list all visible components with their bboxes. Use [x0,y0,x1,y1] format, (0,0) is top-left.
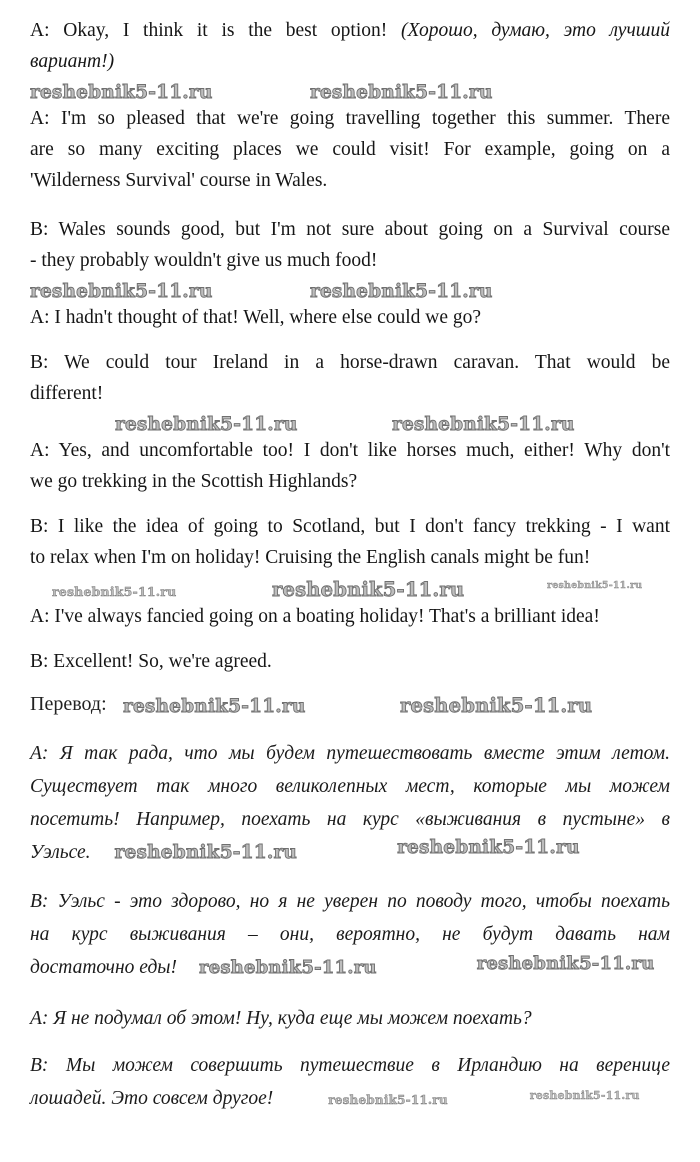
text-line: are so many exciting places we could visit! For example, going on a [30,139,670,160]
text-line-italic: (Хорошо, думаю, это лучший [400,20,670,41]
text-line: B: I like the idea of going to Scotland, but I don't fancy trekking - I want [30,516,670,537]
watermark-row [30,573,670,601]
watermark: reshebnik5-11.ru [529,1089,640,1102]
text-line: A: I'm so pleased that we're going travelling together this summer. There [30,108,670,129]
watermark: reshebnik5-11.ru [547,580,643,591]
text-line: different! [30,383,104,404]
watermark: reshebnik5-11.ru [310,281,493,302]
text-line: A: I hadn't thought of that! Well, where else could we go? [30,307,482,328]
dialogue-paragraph-b2 [30,347,670,409]
translation-paragraph-b1 [30,885,670,984]
watermark: reshebnik5-11.ru [115,414,298,435]
text-line: В: Уэльс - это здорово, но я не уверен по поводу того, чтобы поехать [30,891,670,912]
watermark: reshebnik5-11.ru [400,694,593,717]
text-line-plain: A: Okay, I think it is the best option! [30,20,401,41]
watermark: reshebnik5-11.ru [397,837,580,858]
text-line [30,15,670,46]
text-line: we go trekking in the Scottish Highlands? [30,471,358,492]
text-line: A: Yes, and uncomfortable too! I don't like horses much, either! Why don't [30,440,670,461]
watermark: reshebnik5-11.ru [52,584,177,599]
russian-translation-section [30,737,670,1117]
text-line: B: We could tour Ireland in a horse-drawn caravan. That would be [30,352,670,373]
text-line [30,1082,670,1117]
translation-paragraph-b2 [30,1049,670,1117]
text-line-text: лошадей. Это совсем другое! [30,1088,274,1109]
text-line: to relax when I'm on holiday! Cruising the English canals might be fun! [30,547,591,568]
text-line: В: Мы можем совершить путешествие в Ирландию на веренице [30,1055,670,1076]
watermark: reshebnik5-11.ru [392,414,575,435]
dialogue-paragraph-b1 [30,214,670,276]
text-line [30,836,670,869]
text-line-text: Уэльсе. [30,842,91,863]
text-line: B: Wales sounds good, but I'm not sure about going on a Survival course [30,219,670,240]
watermark: reshebnik5-11.ru [328,1093,448,1107]
translation-heading-row [30,689,670,719]
text-line: А: Я так рада, что мы будем путешествовать вместе этим летом. [30,743,670,764]
dialogue-paragraph-a3 [30,302,670,333]
dialogue-paragraph-a4 [30,435,670,497]
text-line: посетить! Например, поехать на курс «выживания в пустыне» в [30,809,670,830]
watermark: reshebnik5-11.ru [30,82,213,103]
dialogue-paragraph-b3 [30,511,670,573]
watermark-row [30,77,670,103]
watermark: reshebnik5-11.ru [114,842,298,863]
watermark: reshebnik5-11.ru [123,696,306,717]
text-line: - they probably wouldn't give us much food! [30,250,378,271]
translation-paragraph-a1 [30,737,670,869]
watermark: reshebnik5-11.ru [30,281,213,302]
watermark-row [30,276,670,302]
watermark: reshebnik5-11.ru [310,82,493,103]
dialogue-paragraph-b4 [30,646,670,677]
dialogue-paragraph-a2 [30,103,670,196]
text-line: на курс выживания – они, вероятно, не будут давать нам [30,924,670,945]
watermark: reshebnik5-11.ru [272,578,465,601]
text-line: А: Я не подумал об этом! Ну, куда еще мы можем поехать? [30,1008,532,1029]
text-line-text: достаточно еды! [30,957,178,978]
text-line [30,951,670,984]
text-line: 'Wilderness Survival' course in Wales. [30,170,328,191]
watermark: reshebnik5-11.ru [199,957,377,978]
text-line: B: Excellent! So, we're agreed. [30,651,272,672]
translation-paragraph-a2 [30,1002,670,1035]
dialogue-paragraph-a5 [30,601,670,632]
text-line: A: I've always fancied going on a boating holiday! That's a brilliant idea! [30,606,600,627]
watermark: reshebnik5-11.ru [476,953,655,974]
dialogue-paragraph-a1 [30,15,670,77]
text-line: вариант!) [30,51,115,72]
translation-heading: Перевод: [30,693,107,715]
watermark-row [30,409,670,435]
text-line: Существует так много великолепных мест, которые мы можем [30,776,670,797]
